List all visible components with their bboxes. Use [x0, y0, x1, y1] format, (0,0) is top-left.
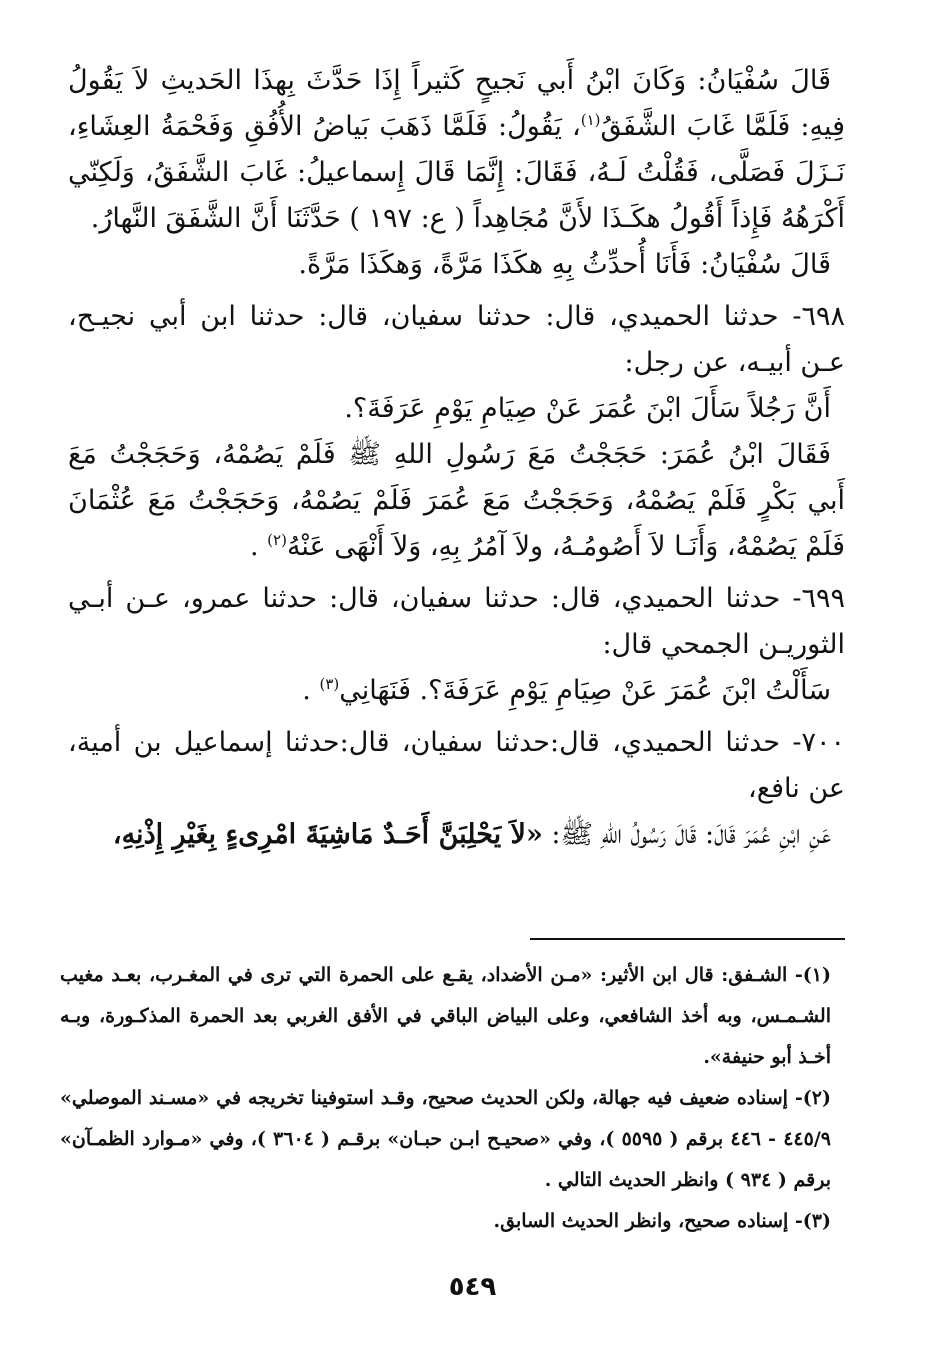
hadith-699-matn-end: . [302, 675, 320, 706]
hadith-698-isnad: ٦٩٨- حدثنا الحميدي، قال: حدثنا سفيان، قال: حدثنا ابن أبي نجيـح، عـن أبيـه، عن رجل: [68, 301, 845, 378]
paragraph-sufyan-1-text: قَالَ سُفْيَانُ: وَكَانَ ابْنُ أَبي نَجيحٍ كَثيراً إِذَا حَدَّثَ بِهذَا الحَديثِ لاَ يَقُولُ فِيهِ: فَلَمَّا غَابَ الشَّفَقُ [68, 65, 846, 142]
hadith-700-matn [68, 812, 845, 858]
hadith-698-answer [68, 432, 845, 570]
hadith-699-isnad: ٦٩٩- حدثنا الحميدي، قال: حدثنا سفيان، قال: حدثنا عمرو، عـن أبـي الثوريـن الجمحي قال: [68, 583, 845, 660]
hadith-698-answer-end: . [250, 531, 268, 562]
paragraph-sufyan-1 [68, 58, 845, 242]
main-text-block [68, 58, 845, 858]
footnote-1: (١)- الشـفق: قال ابن الأثير: «مـن الأضداد، يقـع على الحمرة التي ترى في المغـرب، بعـد مغيب الشـمـس، وبه أخذ الشافعي، وعلى البياض الباقي في الأفق الغربي بعد الحمرة المذكـورة، وبـه أخـذ أبو حنيفة». [60, 964, 831, 1068]
footnote-2: (٢)- إسناده ضعيف فيه جهالة، ولكن الحديث صحيح، وقـد استوفينا تخريجه في «مسـند الموصلي» ٤٤٥/٩ - ٤٤٦ برقم ( ٥٥٩٥ )، وفي «صحيـح ابـن حبـان» برقـم ( ٣٦٠٤ )، وفي «مـوارد الظمـآن» برقم ( ٩٣٤ ) وانظر الحديث التالي . [60, 1087, 831, 1191]
hadith-700-isnad: ٧٠٠- حدثنا الحميدي، قال:حدثنا سفيان، قال:حدثنا إسماعيل بن أمية، عن نافع، [68, 727, 845, 804]
footnote-separator [530, 938, 845, 940]
hadith-700-matn-text: عَنِ ابْنِ عُمَرَ قَالَ: قَالَ رَسُولُ اللهِ ﷺ: [542, 819, 831, 850]
hadith-700-prophetic-quote: «لاَ يَحْلِبَنَّ أَحَـدٌ مَاشِيَةَ امْرِىءٍ بِغَيْرِ إِذْنِهِ، [112, 819, 543, 850]
footnotes-block [60, 955, 845, 1242]
paragraph-sufyan-1-rest: ، يَقُولُ: فَلَمَّا ذَهَبَ بَياضُ الأُفُقِ وَفَحْمَةُ العِشَاءِ، نَـزَلَ فَصَلَّى، فَقُلْتُ لَـهُ، فَقَالَ: إِنَّمَا قَالَ إِسماعيلُ: غَابَ الشَّفَقُ، وَلَكِنّي أَكْرَهُهُ فَإِذاً أَقُولُ هكَـذَا لأَنَّ مُجَاهِداً ( ع: ١٩٧ ) حَدَّثَنَا أَنَّ الشَّفَقَ النَّهارُ. [68, 111, 845, 234]
footnote-ref-1: (١) [580, 111, 601, 129]
footnote-ref-2: (٢) [267, 531, 287, 549]
hadith-698-answer-text: فَقَالَ ابْنُ عُمَرَ: حَجَجْتُ مَعَ رَسُولِ اللهِ ﷺ فَلَمْ يَصُمْهُ، وَحَجَجْتُ مَعَ أَبي بَكْرٍ فَلَمْ يَصُمْهُ، وَحَجَجْتُ مَعَ عُمَرَ فَلَمْ يَصُمْهُ، وَحَجَجْتُ مَعَ عُثْمَانَ فَلَمْ يَصُمْهُ، وَأَنَـا لاَ أَصُومُـهُ، ولاَ آمُرُ بِهِ، وَلاَ أَنْهَى عَنْهُ [68, 439, 845, 562]
footnote-3: (٣)- إسناده صحيح، وانظر الحديث السابق. [493, 1210, 831, 1232]
hadith-699-matn-text: سَأَلْتُ ابْنَ عُمَرَ عَنْ صِيَامِ يَوْمِ عَرَفَةَ؟. فَنَهَانِي [339, 675, 831, 706]
hadith-698-question: أَنَّ رَجُلاً سَأَلَ ابْنَ عُمَرَ عَنْ صِيَامِ يَوْمِ عَرَفَةَ؟. [344, 393, 831, 424]
footnote-ref-3: (٣) [319, 675, 340, 693]
hadith-699-matn [68, 668, 845, 714]
paragraph-sufyan-2: قَالَ سُفْيَانُ: فَأَنَا أُحدِّثُ بِهِ هكَذَا مَرَّةً، وَهكَذَا مَرَّةً. [298, 249, 831, 280]
page-number: ٥٤٩ [448, 1272, 497, 1302]
